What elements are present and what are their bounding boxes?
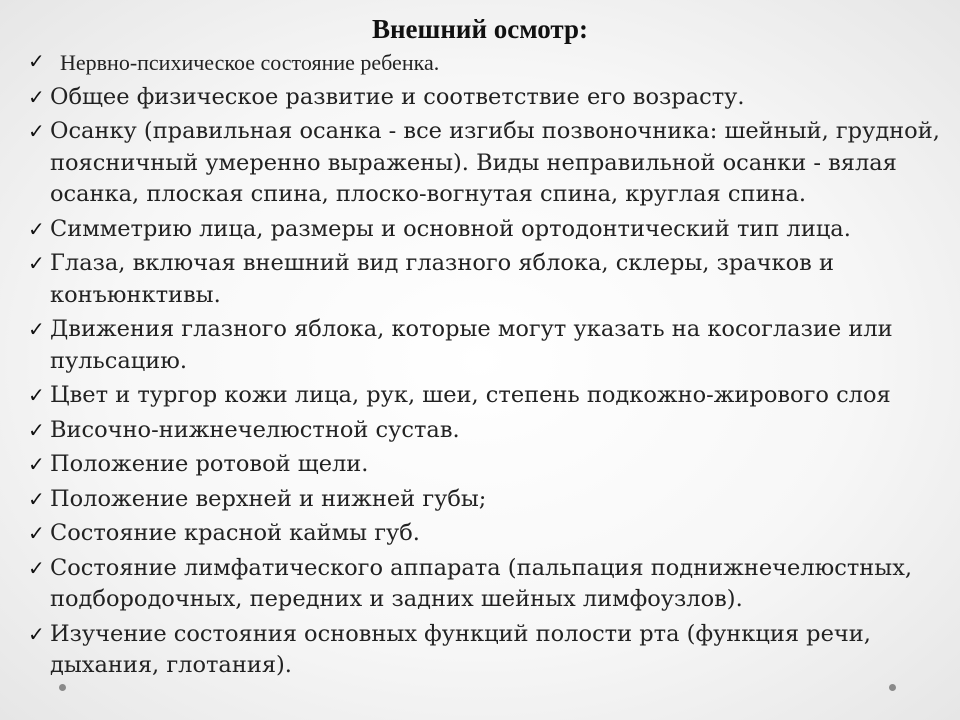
- checklist: [28, 47, 948, 685]
- list-item-text: Состояние лимфатического аппарата (пальпация поднижнечелюстных, подбородочных, передних и задних шейных лимфоузлов).: [50, 554, 913, 612]
- list-item-text: Височно-нижнечелюстной сустав.: [50, 416, 460, 443]
- decorative-dot-icon: [889, 684, 896, 691]
- list-item: [28, 248, 948, 311]
- list-item-text: Положение верхней и нижней губы;: [50, 485, 487, 512]
- list-item-text: Осанку (правильная осанка - все изгибы позвоночника: шейный, грудной, поясничный умеренно выражены). Виды неправильной осанки - вялая осанка, плоская спина, плоско-вогнутая спина, круглая спина.: [50, 118, 940, 207]
- list-item-text: Движения глазного яблока, которые могут указать на косоглазие или пульсацию.: [50, 316, 893, 374]
- list-item: [28, 415, 948, 447]
- checkmark-icon: ✓: [28, 251, 45, 275]
- list-item: [28, 47, 948, 79]
- list-item-text: Состояние красной каймы губ.: [50, 520, 420, 546]
- checkmark-icon: ✓: [28, 452, 45, 476]
- list-item: [28, 314, 948, 377]
- list-item-text: Нервно-психическое состояние ребенка.: [60, 50, 440, 75]
- list-item: [28, 449, 948, 481]
- checkmark-icon: ✓: [28, 521, 45, 545]
- list-item-text: Общее физическое развитие и соответствие его возрасту.: [50, 83, 745, 110]
- list-item-text: Положение ротовой щели.: [50, 451, 369, 477]
- checkmark-icon: ✓: [28, 51, 45, 73]
- checkmark-icon: ✓: [28, 119, 45, 143]
- list-item-text: Глаза, включая внешний вид глазного яблока, склеры, зрачков и конъюнктивы.: [50, 250, 834, 308]
- checkmark-icon: ✓: [28, 84, 45, 109]
- list-item: [28, 116, 948, 211]
- checkmark-icon: ✓: [28, 383, 45, 407]
- list-item: [28, 619, 948, 682]
- decorative-dot-icon: [59, 684, 66, 691]
- list-item-text: Цвет и тургор кожи лица, рук, шеи, степень подкожно-жирового слоя: [50, 382, 891, 408]
- checkmark-icon: ✓: [28, 417, 45, 442]
- list-item: [28, 484, 948, 516]
- checkmark-icon: ✓: [28, 317, 45, 341]
- list-item-text: Симметрию лица, размеры и основной ортодонтический тип лица.: [50, 215, 851, 242]
- slide-title: Внешний осмотр:: [371, 14, 589, 44]
- list-item: [28, 214, 948, 246]
- list-item: [28, 380, 948, 412]
- list-item: [28, 518, 948, 550]
- checkmark-icon: ✓: [28, 216, 45, 241]
- list-item-text: Изучение состояния основных функций полости рта (функция речи, дыхания, глотания).: [50, 620, 871, 678]
- list-item: [28, 82, 948, 114]
- checkmark-icon: ✓: [28, 555, 45, 580]
- checkmark-icon: ✓: [28, 621, 45, 646]
- list-item: [28, 553, 948, 616]
- checkmark-icon: ✓: [28, 486, 45, 511]
